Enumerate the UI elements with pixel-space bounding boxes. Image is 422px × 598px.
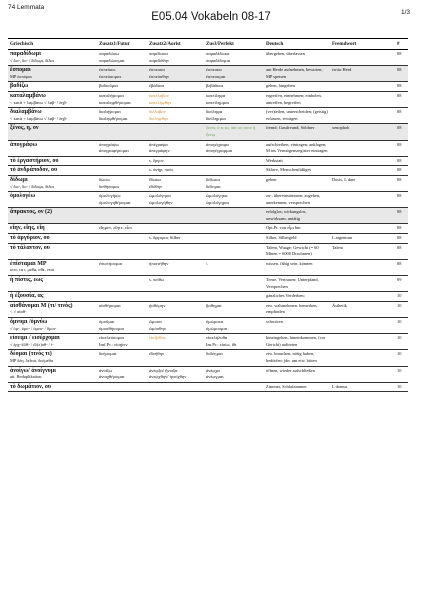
perfect-cell: ἀπογέγραφα ἀπογέγραμμαι xyxy=(204,140,264,156)
lemma: τὸ ἀργύριον, ου xyxy=(10,235,50,242)
german-cell: öffnen, wieder aufschließen xyxy=(264,366,330,382)
number-cell: 10 xyxy=(395,318,408,334)
perfect-cell: ὡμολόγηκα ὡμολόγημαι xyxy=(204,192,264,208)
foreign-word-cell xyxy=(330,350,395,366)
table-row xyxy=(8,292,408,302)
foreign-word-cell xyxy=(330,91,395,107)
future-cell: βαδιοῦμαι xyxy=(97,82,147,92)
lemma-cell xyxy=(8,208,97,224)
lemma-cell xyxy=(8,166,97,176)
lemma: τὸ τάλαντον, ου xyxy=(10,244,50,251)
aorist-cell: ἐδεήθην xyxy=(147,350,204,366)
lemma-cell xyxy=(8,108,97,124)
foreign-word-cell: ἑστία Herd xyxy=(330,66,395,82)
number-cell: 10 xyxy=(395,382,408,392)
german-cell: aufschreiben, eintragen; anklagen; M ins Vermögensregister eintragen xyxy=(264,140,330,156)
perfect-cell xyxy=(204,292,264,302)
col-header-aorist: Zusatz2/Aorist xyxy=(147,39,204,50)
lemma-note: < √ αἰσθ- xyxy=(10,309,27,315)
col-header-perfect: Zus3/Perfekt xyxy=(204,39,264,50)
number-cell: 10 xyxy=(395,292,408,302)
foreign-word-cell: xenophob xyxy=(330,124,395,140)
table-row xyxy=(8,234,408,244)
perfect-cell xyxy=(204,224,264,234)
foreign-word-cell: L argentum xyxy=(330,234,395,244)
future-cell: αἰσθήσομαι xyxy=(97,301,147,317)
number-cell: 08 xyxy=(395,224,408,234)
foreign-word-cell xyxy=(330,140,395,156)
table-row xyxy=(8,66,408,82)
foreign-word-cell xyxy=(330,50,395,66)
col-header-number: # xyxy=(395,39,408,50)
number-cell: 10 xyxy=(395,350,408,366)
lemma-cell xyxy=(8,82,97,92)
vocabulary-rows xyxy=(8,50,408,392)
future-cell: ἐπιστήσομαι xyxy=(97,259,147,275)
future-cell: εἰσελεύσομαι Imf.Pr.: εἰσῄειν xyxy=(97,334,147,350)
lemma-cell xyxy=(8,301,97,317)
table-row xyxy=(8,276,408,292)
lemma-note: < κατά + λαμβάνω √ λαβ- / ληβ- xyxy=(10,115,68,121)
german-cell: (ver)teilen, unterscheiden; (geistig) erfassen, erwägen xyxy=(264,108,330,124)
foreign-word-cell xyxy=(330,259,395,275)
vocabulary-table xyxy=(8,38,408,392)
lemma: τὸ ἀνδράποδον, ου xyxy=(10,167,58,174)
lemma: βαδίζω xyxy=(10,83,29,90)
table-row xyxy=(8,243,408,259)
number-cell: 08 xyxy=(395,82,408,92)
foreign-word-cell xyxy=(330,366,395,382)
german-cell: am Herde aufnehmen, bewirten; MP speisen xyxy=(264,66,330,82)
foreign-word-cell: Dosis, L dare xyxy=(330,175,395,191)
col-header-future: Zusatz1/Futur xyxy=(97,39,147,50)
german-cell: wissen, fähig sein, können xyxy=(264,259,330,275)
lemma-note: √ ἐρχ-/ἐλθ- / ἐλ(ε)υθ- / ἰ- xyxy=(10,341,54,347)
german-cell: Opt.Pr. von εἶμι bin xyxy=(264,224,330,234)
foreign-word-cell xyxy=(330,156,395,166)
german-cell: Sklave, Menschenfüßiges xyxy=(264,166,330,176)
lemma: αἰσθάνομαι Μ (τι/ τινός) xyxy=(10,302,73,309)
lemma: δέομαι (τινός τι) xyxy=(10,351,52,358)
german-cell: zu-, übereinstimmen; zugeben, anerkennen; versprechen xyxy=(264,192,330,208)
lemma-cell xyxy=(8,175,97,191)
foreign-word-cell xyxy=(330,108,395,124)
lemma-cell xyxy=(8,66,97,82)
perfect-cell: δέδωκα δέδομαι xyxy=(204,175,264,191)
german-cell: erfolglos; wirkungslos, unwirksam; untätig xyxy=(264,208,330,224)
table-row xyxy=(8,140,408,156)
number-cell: 08 xyxy=(395,259,408,275)
table-row xyxy=(8,50,408,66)
table-row xyxy=(8,124,408,140)
german-cell: Zimmer, Schlafzimmer xyxy=(264,382,330,392)
perfect-cell xyxy=(204,276,264,292)
table-row xyxy=(8,259,408,275)
lemma-cell xyxy=(8,259,97,275)
future-cell xyxy=(97,243,147,259)
number-cell: 09 xyxy=(395,276,408,292)
number-cell: 08 xyxy=(395,156,408,166)
foreign-word-cell: Ästhetik xyxy=(330,301,395,317)
german-cell: Treue, Vertrauen; Unterpfand, Versprechen xyxy=(264,276,330,292)
lemma-note: MP ἐσπόμαι xyxy=(10,73,32,79)
aorist-cell: ἀπέγραψα ἀπεγράφην xyxy=(147,140,204,156)
future-cell xyxy=(97,292,147,302)
future-cell xyxy=(97,276,147,292)
number-cell: 08 xyxy=(395,166,408,176)
lemma-cell xyxy=(8,366,97,382)
german-cell: etw. brauchen, nötig haben, bedürfen; jdn. um etw. bitten xyxy=(264,350,330,366)
future-cell: ἀνοίξω ἀνοιχθήσομαι xyxy=(97,366,147,382)
aorist-cell: ἔδωκα ἐδόθην xyxy=(147,175,204,191)
future-cell: καταλήψομαι καταληφθήσομαι xyxy=(97,91,147,107)
lemma: ἄπρακτος, ον (2) xyxy=(10,209,52,216)
perfect-cell: βεβάδικα xyxy=(204,82,264,92)
number-cell: 10 xyxy=(395,366,408,382)
col-header-greek: Griechisch xyxy=(8,39,97,50)
aorist-cell: s. ἀνήρ, πούς xyxy=(147,166,204,176)
aorist-cell: κατέλαβον κατελήφθην xyxy=(147,91,204,107)
number-cell: 08 xyxy=(395,140,408,156)
number-cell: 10 xyxy=(395,334,408,350)
aorist-cell: ὤμοσα ὠμόσθην xyxy=(147,318,204,334)
table-row xyxy=(8,366,408,382)
table-row xyxy=(8,301,408,317)
number-cell: 08 xyxy=(395,50,408,66)
table-row xyxy=(8,91,408,107)
aorist-cell: ὡμολόγησα ὡμολογήθην xyxy=(147,192,204,208)
future-cell: ἐσπεύσω ἐσπεύσομαι xyxy=(97,66,147,82)
perfect-cell: ξενος ὁ τι τις ποτ ου στον ἡ ξενῳ xyxy=(204,124,264,140)
lemma-cell xyxy=(8,334,97,350)
future-cell: παραδώσω παραδώσομαι xyxy=(97,50,147,66)
lemma: εἴην, εἴης, εἴη xyxy=(10,225,45,232)
perfect-cell: διείληφα διείλημμαι xyxy=(204,108,264,124)
lemma: τὸ δωμάτιον, ου xyxy=(10,383,51,390)
aorist-cell xyxy=(147,124,204,140)
perfect-cell: /. xyxy=(204,259,264,275)
number-cell: 08 xyxy=(395,124,408,140)
aorist-cell xyxy=(147,208,204,224)
german-cell: schwören xyxy=(264,318,330,334)
perfect-cell xyxy=(204,382,264,392)
lemma-cell xyxy=(8,124,97,140)
foreign-word-cell xyxy=(330,276,395,292)
foreign-word-cell xyxy=(330,166,395,176)
lemma: δίδωμι xyxy=(10,176,28,183)
foreign-word-cell: Talent xyxy=(330,243,395,259)
table-row xyxy=(8,208,408,224)
lemma: καταλαμβάνω xyxy=(10,92,46,99)
number-cell: 08 xyxy=(395,175,408,191)
german-cell: hineingehen, hineinkommen, (vor Gericht) auftreten xyxy=(264,334,330,350)
future-cell: δεήσομαι xyxy=(97,350,147,366)
table-row xyxy=(8,156,408,166)
number-cell: 08 xyxy=(395,243,408,259)
lemma-cell xyxy=(8,292,97,302)
german-cell: geben xyxy=(264,175,330,191)
aorist-cell xyxy=(147,382,204,392)
foreign-word-cell xyxy=(330,224,395,234)
table-row xyxy=(8,334,408,350)
page-number: 1/3 xyxy=(400,9,410,16)
german-cell: Talent, Waage; Gewicht (= 60 Minen = 6000 Drachmen) xyxy=(264,243,330,259)
future-cell: εἴημεν, εἴητε, εἶεν xyxy=(97,224,147,234)
future-cell xyxy=(97,234,147,244)
perfect-cell xyxy=(204,243,264,259)
lemma-count: 74 Lemmata xyxy=(8,4,45,11)
lemma-cell xyxy=(8,156,97,166)
col-header-german: Deutsch xyxy=(264,39,330,50)
aorist-cell xyxy=(147,243,204,259)
lemma-cell xyxy=(8,234,97,244)
lemma: ὁμολογέω xyxy=(10,193,36,200)
aorist-cell: ᾐσθόμην xyxy=(147,301,204,317)
number-cell: 08 xyxy=(395,91,408,107)
lemma-cell xyxy=(8,192,97,208)
future-cell xyxy=(97,382,147,392)
number-cell: 10 xyxy=(395,301,408,317)
aorist-cell: εἰσῆλθον xyxy=(147,334,204,350)
number-cell: 08 xyxy=(395,66,408,82)
number-cell: 08 xyxy=(395,192,408,208)
lemma: διαλαμβάνω xyxy=(10,109,42,116)
lemma-note: MP δέη, δεῖται, δεόμεθα xyxy=(10,357,53,363)
lemma-note: σου, τα ι, μεθα, σθε, νται xyxy=(10,267,55,273)
future-cell: ἀπογράψω ἀπογραφήσομαι xyxy=(97,140,147,156)
german-cell: Silber, Silbergeld xyxy=(264,234,330,244)
future-cell: δώσω δοθήσομαι xyxy=(97,175,147,191)
lemma-note: att. Reduplikation xyxy=(10,374,42,380)
future-cell: ὁμολογήσω ὁμολογηθήσομαι xyxy=(97,192,147,208)
future-cell xyxy=(97,156,147,166)
table-row xyxy=(8,175,408,191)
foreign-word-cell xyxy=(330,318,395,334)
german-cell: ergreifen, einnehmen; einholen, antreffen, begreifen xyxy=(264,91,330,107)
german-cell: Werkstatt xyxy=(264,156,330,166)
lemma: εἰσειμι / εισέρχομαι xyxy=(10,335,60,342)
perfect-cell xyxy=(204,156,264,166)
lemma-note: √ δω-, δο- / δίδωμι, δίδοι xyxy=(10,57,54,63)
aorist-cell xyxy=(147,292,204,302)
perfect-cell: ὀμώμοκα ὀμώμοσμαι xyxy=(204,318,264,334)
lemma-note: √ ὀμ-, ὀμο- / ὀμνυ- / ὄμοι- xyxy=(10,325,57,331)
table-header-row xyxy=(8,39,408,50)
perfect-cell: δεδέημαι xyxy=(204,350,264,366)
aorist-cell: ἀνέῳξα/ ἤνοιξα ἀνεῴχθην/ ἠνοίχθην xyxy=(147,366,204,382)
table-row xyxy=(8,382,408,392)
lemma-cell xyxy=(8,350,97,366)
lemma: τὸ ἐργαστήριον, ου xyxy=(10,157,59,164)
col-header-foreign-word: Fremdwort xyxy=(330,39,395,50)
future-cell xyxy=(97,166,147,176)
lemma-cell xyxy=(8,318,97,334)
lemma: ξένος, η, ον xyxy=(10,125,39,132)
aorist-cell xyxy=(147,224,204,234)
perfect-cell xyxy=(204,166,264,176)
number-cell: 08 xyxy=(395,208,408,224)
foreign-word-cell xyxy=(330,292,395,302)
perfect-cell: ἀνέῳχα ἀνέῳγμαι xyxy=(204,366,264,382)
lemma-note: √ δω-, δο- / δίδωμι, δίδοι xyxy=(10,183,54,189)
aorist-cell: s. πείθω xyxy=(147,276,204,292)
aorist-cell: διέλαβον διελήφθην xyxy=(147,108,204,124)
german-cell: gehen, hingehen xyxy=(264,82,330,92)
lemma: ἡ πίστις, εως xyxy=(10,277,43,284)
lemma: ἔσπομαι xyxy=(10,67,31,74)
table-row xyxy=(8,108,408,124)
lemma: ἐπίσταμαι MP xyxy=(10,260,47,267)
lemma: ἀνοίγω/ ἀνοίγνυμι xyxy=(10,367,57,374)
foreign-word-cell xyxy=(330,82,395,92)
perfect-cell: παραδέδωκα παραδέδομαι xyxy=(204,50,264,66)
foreign-word-cell xyxy=(330,334,395,350)
perfect-cell: ᾔσθημαι xyxy=(204,301,264,317)
aorist-cell: s. ἄργυρος Silber xyxy=(147,234,204,244)
lemma-cell xyxy=(8,382,97,392)
lemma-note: < κατά + λαμβάνω √ λαβ- / ληβ- xyxy=(10,99,68,105)
lemma: ἀπογράφω xyxy=(10,141,38,148)
perfect-cell: εἰσελήλυθα Im.Pr.: εἰσίω, ἰθι xyxy=(204,334,264,350)
future-cell: ὀμοῦμαι ὀμοσθήσομαι xyxy=(97,318,147,334)
lemma-cell xyxy=(8,243,97,259)
german-cell: fremd; Gastfreund; Söldner xyxy=(264,124,330,140)
table-row xyxy=(8,318,408,334)
lemma-cell xyxy=(8,91,97,107)
future-cell xyxy=(97,124,147,140)
foreign-word-cell: L domus xyxy=(330,382,395,392)
aorist-cell: παρέδωκα παρεδόθην xyxy=(147,50,204,66)
perfect-cell xyxy=(204,208,264,224)
lemma: παραδίδωμι xyxy=(10,51,41,57)
table-row xyxy=(8,350,408,366)
number-cell: 08 xyxy=(395,108,408,124)
lemma-cell xyxy=(8,140,97,156)
aorist-cell: s. ἔργον xyxy=(147,156,204,166)
german-cell: gänzliches Verderben; xyxy=(264,292,330,302)
aorist-cell: ἐβάδισα xyxy=(147,82,204,92)
table-row xyxy=(8,224,408,234)
perfect-cell: κατείληφα κατείλημμαι xyxy=(204,91,264,107)
lemma: ὄμνυμι /ὀμνύω xyxy=(10,319,48,325)
future-cell: διαλήψομαι διαληφθήσομαι xyxy=(97,108,147,124)
foreign-word-cell xyxy=(330,208,395,224)
table-row xyxy=(8,82,408,92)
table-row xyxy=(8,166,408,176)
lemma: ἡ ἐξουσία, ας xyxy=(10,293,44,300)
aorist-cell: ἠπιστήθην xyxy=(147,259,204,275)
german-cell: übergeben, überlassen xyxy=(264,50,330,66)
foreign-word-cell xyxy=(330,192,395,208)
perfect-cell: ἐσπευκα ἐσπευσμαι xyxy=(204,66,264,82)
lemma-cell xyxy=(8,50,97,66)
lemma-cell xyxy=(8,224,97,234)
page-title: E05.04 Vokabeln 08-17 xyxy=(151,11,271,23)
lemma-cell xyxy=(8,276,97,292)
perfect-cell xyxy=(204,234,264,244)
german-cell: etw. wahrnehmen, bemerken, empfinden xyxy=(264,301,330,317)
future-cell xyxy=(97,208,147,224)
table-row xyxy=(8,192,408,208)
number-cell: 08 xyxy=(395,234,408,244)
aorist-cell: ἐσπευσα ἐσπεύσθην xyxy=(147,66,204,82)
